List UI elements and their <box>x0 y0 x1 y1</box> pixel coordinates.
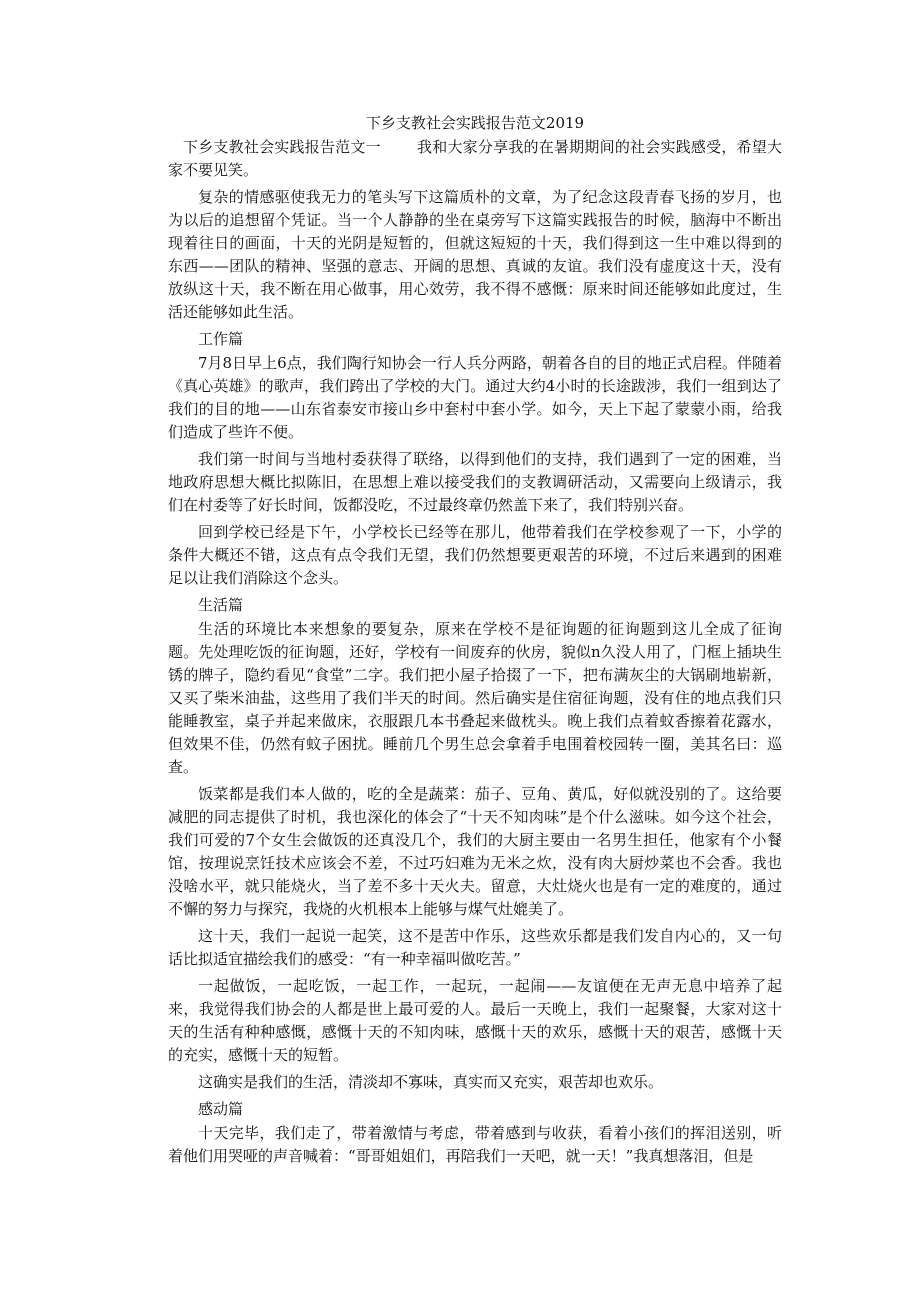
section-heading-work: 工作篇 <box>198 330 244 348</box>
paragraph-8: 一起做饭，一起吃饭，一起工作，一起玩，一起闹——友谊便在无声无息中培养了起来，我觉得我们协会的人都是世上最可爱的人。最后一天晚上，我们一起聚餐，大家对这十天的生活有种种感慨，感慨十天的不知肉味，感慨十天的欢乐，感慨十天的艰苦，感慨十天的充实，感慨十天的短暂。 <box>168 977 782 1064</box>
section-heading-moved: 感动篇 <box>198 1100 244 1118</box>
intro-paragraph <box>168 136 782 182</box>
document-page <box>168 112 782 1172</box>
paragraph-4: 回到学校已经是下午，小学校长已经等在那儿，他带着我们在学校参观了一下，小学的条件大概还不错，这点有点令我们无望，我们仍然想要更艰苦的环境，不过后来遇到的困难足以让我们消除这个念头。 <box>168 523 782 587</box>
paragraph-1: 复杂的情感驱使我无力的笔头写下这篇质朴的文章，为了纪念这段青春飞扬的岁月，也为以后的追想留个凭证。当一个人静静的坐在桌旁写下这篇实践报告的时候，脑海中不断出现着往日的画面，十天的光阴是短暂的，但就这短短的十天，我们得到这一生中难以得到的东西——团队的精神、坚强的意志、开阔的思想、真诚的友谊。我们没有虚度这十天，没有放纵这十天，我不断在用心做事，用心效劳，我不得不感慨：原来时间还能够如此度过，生活还能够如此生活。 <box>168 188 782 321</box>
paragraph-6: 饭菜都是我们本人做的，吃的全是蔬菜：茄子、豆角、黄瓜，好似就没别的了。这给要减肥的同志提供了时机，我也深化的体会了“十天不知肉味”是个什么滋味。如今这个社会，我们可爱的7个女生会做饭的还真没几个，我们的大厨主要由一名男生担任，他家有个小餐馆，按理说烹饪技术应该会不差，不过巧妇难为无米之炊，没有肉大厨炒菜也不会香。我也没啥水平，就只能烧火，当了差不多十天火夫。留意，大灶烧火也是有一定的难度的，通过不懈的努力与探究，我烧的火机根本上能够与煤气灶媲美了。 <box>168 785 782 918</box>
paragraph-7: 这十天，我们一起说一起笑，这不是苦中作乐，这些欢乐都是我们发自内心的，又一句话比拟适宜描绘我们的感受：“有一种幸福叫做吃苦。” <box>168 927 782 968</box>
paragraph-3: 我们第一时间与当地村委获得了联络，以得到他们的支持，我们遇到了一定的困难，当地政府思想大概比拟陈旧，在思想上难以接受我们的支教调研活动，又需要向上级请示，我们在村委等了好长时间，饭都没吃，不过最终章仍然盖下来了，我们特别兴奋。 <box>168 450 782 514</box>
paragraph-9: 这确实是我们的生活，清淡却不寡味，真实而又充实，艰苦却也欢乐。 <box>198 1073 664 1091</box>
paragraph-10: 十天完毕，我们走了，带着激情与考虑，带着感到与收获，看着小孩们的挥泪送别，听着他们用哭哑的声音喊着：“哥哥姐姐们，再陪我们一天吧，就一天！”我真想落泪，但是 <box>168 1124 782 1165</box>
document-title: 下乡支教社会实践报告范文2019 <box>365 114 585 132</box>
paragraph-2: 7月8日早上6点，我们陶行知协会一行人兵分两路，朝着各自的目的地正式启程。伴随着《真心英雄》的歌声，我们跨出了学校的大门。通过大约4小时的长途跋涉，我们一组到达了我们的目的地——山东省泰安市接山乡中套村中套小学。如今，天上下起了蒙蒙小雨，给我们造成了些许不便。 <box>168 354 782 441</box>
intro-label: 下乡支教社会实践报告范文一 <box>183 138 381 156</box>
paragraph-5: 生活的环境比本来想象的要复杂，原来在学校不是征询题的征询题到这儿全成了征询题。先处理吃饭的征询题，还好，学校有一间废弃的伙房，貌似n久没人用了，门框上插块生锈的牌子，隐约看见“食堂”二字。我们把小屋子拾掇了一下，把布满灰尘的大锅刷地崭新，又买了柴米油盐，这些用了我们半天的时间。然后确实是住宿征询题，没有住的地点我们只能睡教室，桌子并起来做床，衣服跟几本书叠起来做枕头。晚上我们点着蚊香擦着花露水，但效果不佳，仍然有蚊子困扰。睡前几个男生总会拿着手电围着校园转一圈，美其名曰：巡查。 <box>168 620 782 776</box>
intro-text: 我和大家分享我的在暑期期间的社会实践感受，希望大家不要见笑。 <box>168 138 782 179</box>
section-heading-life: 生活篇 <box>198 596 244 614</box>
